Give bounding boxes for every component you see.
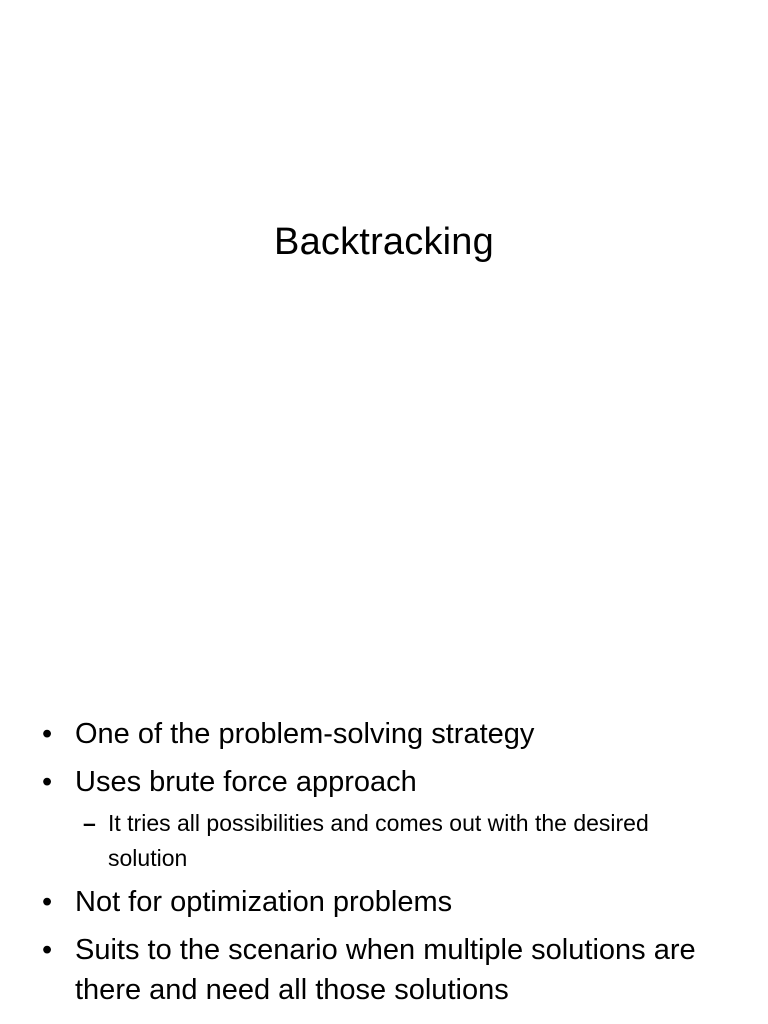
bullet-item [42,930,732,1010]
bullet-item [42,714,732,754]
bullet-item [42,882,732,922]
dash-marker: – [83,810,96,836]
bullet-marker: • [42,934,53,966]
slide-title: Backtracking [274,221,494,263]
bullet-text: Suits to the scenario when multiple solutions are there and need all those solutions [75,934,696,1006]
bullet-item [42,762,732,802]
bullet-marker: • [42,886,53,918]
bullet-marker: • [42,766,53,798]
bullet-list [42,714,732,1018]
sub-bullet-item [75,806,732,876]
sub-bullet-text: It tries all possibilities and comes out with the desired solution [108,810,649,871]
bullet-text: Uses brute force approach [75,766,417,798]
bullet-marker: • [42,718,53,750]
bullet-text: Not for optimization problems [75,886,453,918]
bullet-text: One of the problem-solving strategy [75,718,535,750]
